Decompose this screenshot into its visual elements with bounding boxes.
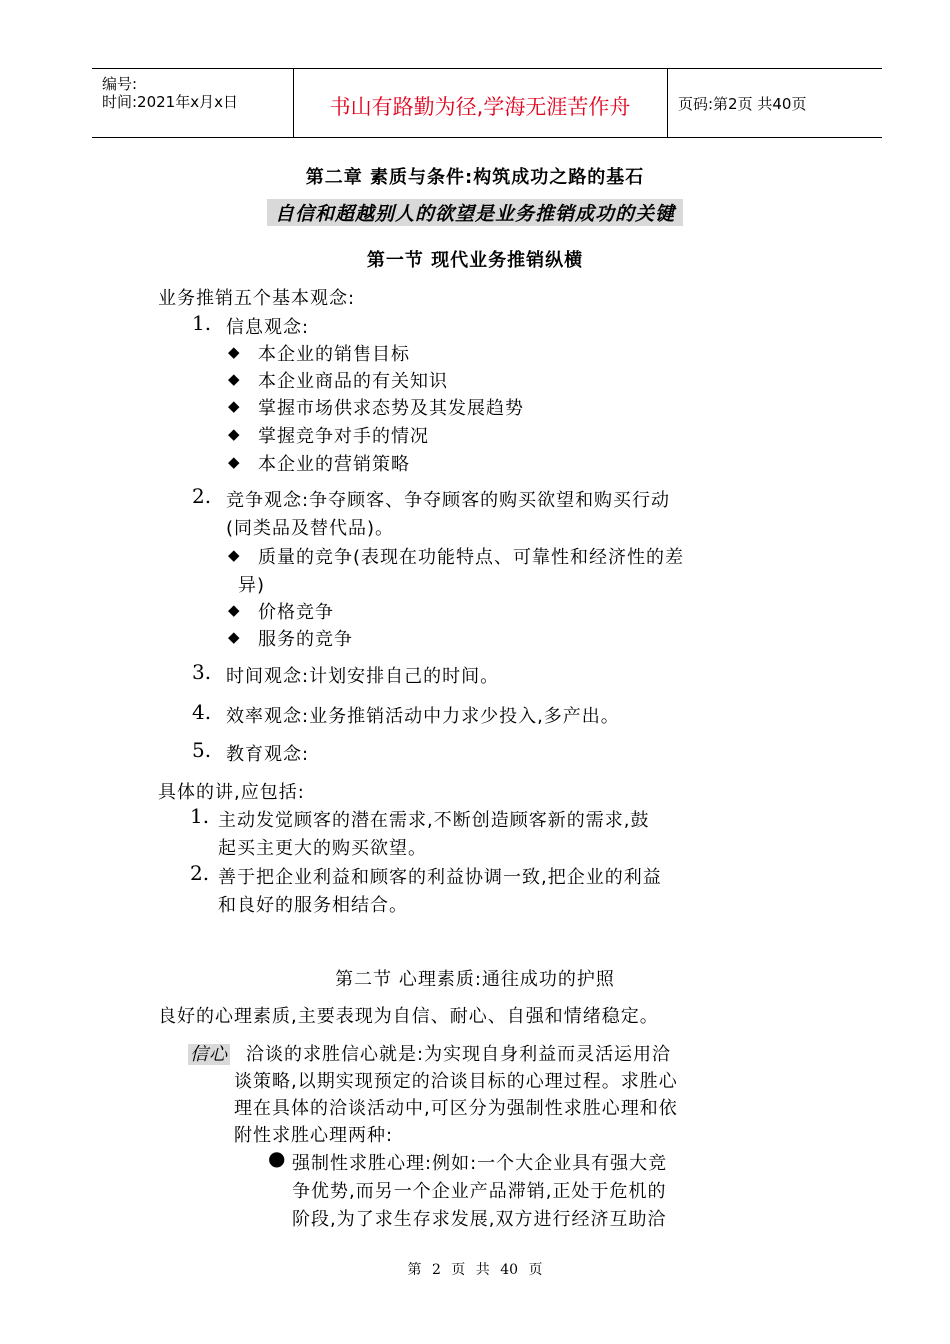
competition-bullet: 服务的竞争: [258, 629, 353, 650]
section2-title: 第二节 心理素质:通往成功的护照: [335, 969, 615, 990]
diamond-bullet-icon: ◆: [228, 370, 240, 388]
item-text: 信息观念:: [226, 317, 310, 338]
header-page-label: 页码:第2页 共40页: [678, 95, 807, 113]
info-bullet: 掌握竞争对手的情况: [258, 426, 429, 447]
item-text-continued: (同类品及替代品)。: [226, 518, 395, 539]
chapter-subtitle: 自信和超越别人的欲望是业务推销成功的关键: [267, 199, 683, 226]
page-footer: 第 2 页 共 40 页: [407, 1262, 543, 1278]
confidence-label: 信心: [190, 1044, 228, 1065]
item-text: 教育观念:: [226, 744, 310, 765]
confidence-line: 洽谈的求胜信心就是:为实现自身利益而灵活运用洽: [246, 1044, 672, 1065]
header-left-cell: [92, 69, 294, 137]
section1-title: 第一节 现代业务推销纵横: [366, 250, 584, 271]
forced-line: 阶段,为了求生存求发展,双方进行经济互助洽: [292, 1209, 667, 1230]
page-header: [92, 68, 882, 138]
specific-number: 1.: [190, 804, 210, 828]
item-number: 1.: [192, 311, 212, 335]
item-text: 时间观念:计划安排自己的时间。: [226, 666, 500, 687]
competition-bullet: 质量的竞争(表现在功能特点、可靠性和经济性的差: [258, 547, 685, 568]
competition-bullet-continued: 异): [238, 575, 266, 596]
diamond-bullet-icon: ◆: [228, 453, 240, 471]
specific-line-continued: 起买主更大的购买欲望。: [218, 838, 427, 859]
time-label: 时间:2021年x月x日: [102, 93, 238, 111]
specific-line: 善于把企业利益和顾客的利益协调一致,把企业的利益: [218, 867, 662, 888]
confidence-line: 附性求胜心理两种:: [234, 1125, 394, 1146]
item-number: 2.: [192, 484, 212, 508]
header-middle-cell: [293, 69, 668, 137]
item-number: 5.: [192, 738, 212, 762]
confidence-line: 理在具体的洽谈活动中,可区分为强制性求胜心理和依: [234, 1098, 678, 1119]
item-text: 竞争观念:争夺顾客、争夺顾客的购买欲望和购买行动: [226, 490, 671, 511]
forced-line: 强制性求胜心理:例如:一个大企业具有强大竞: [292, 1153, 668, 1174]
diamond-bullet-icon: ◆: [228, 425, 240, 443]
chapter-title: 第二章 素质与条件:构筑成功之路的基石: [305, 167, 645, 188]
circle-bullet-icon: ●: [268, 1146, 286, 1170]
info-bullet: 本企业的营销策略: [258, 454, 410, 475]
info-bullet: 本企业商品的有关知识: [258, 371, 448, 392]
item-number: 3.: [192, 660, 212, 684]
specific-line-continued: 和良好的服务相结合。: [218, 895, 408, 916]
competition-bullet: 价格竞争: [258, 602, 334, 623]
header-motto: 书山有路勤为径,学海无涯苦作舟: [329, 95, 631, 119]
chapter-subtitle-wrap: [0, 199, 950, 226]
diamond-bullet-icon: ◆: [228, 343, 240, 361]
info-bullet: 本企业的销售目标: [258, 344, 410, 365]
diamond-bullet-icon: ◆: [228, 601, 240, 619]
diamond-bullet-icon: ◆: [228, 546, 240, 564]
section1-intro: 业务推销五个基本观念:: [158, 288, 356, 309]
section2-intro: 良好的心理素质,主要表现为自信、耐心、自强和情绪稳定。: [158, 1006, 659, 1027]
specific-intro: 具体的讲,应包括:: [158, 782, 305, 803]
header-right-cell: [668, 69, 882, 137]
confidence-first-line: [188, 1040, 230, 1066]
forced-line: 争优势,而另一个企业产品滞销,正处于危机的: [292, 1181, 667, 1202]
item-number: 4.: [192, 700, 212, 724]
info-bullet: 掌握市场供求态势及其发展趋势: [258, 398, 524, 419]
item-text: 效率观念:业务推销活动中力求少投入,多产出。: [226, 706, 620, 727]
code-label: 编号:: [102, 75, 138, 93]
specific-line: 主动发觉顾客的潜在需求,不断创造顾客新的需求,鼓: [218, 810, 650, 831]
diamond-bullet-icon: ◆: [228, 628, 240, 646]
confidence-line: 谈策略,以期实现预定的洽谈目标的心理过程。求胜心: [234, 1071, 678, 1092]
diamond-bullet-icon: ◆: [228, 397, 240, 415]
specific-number: 2.: [190, 861, 210, 885]
